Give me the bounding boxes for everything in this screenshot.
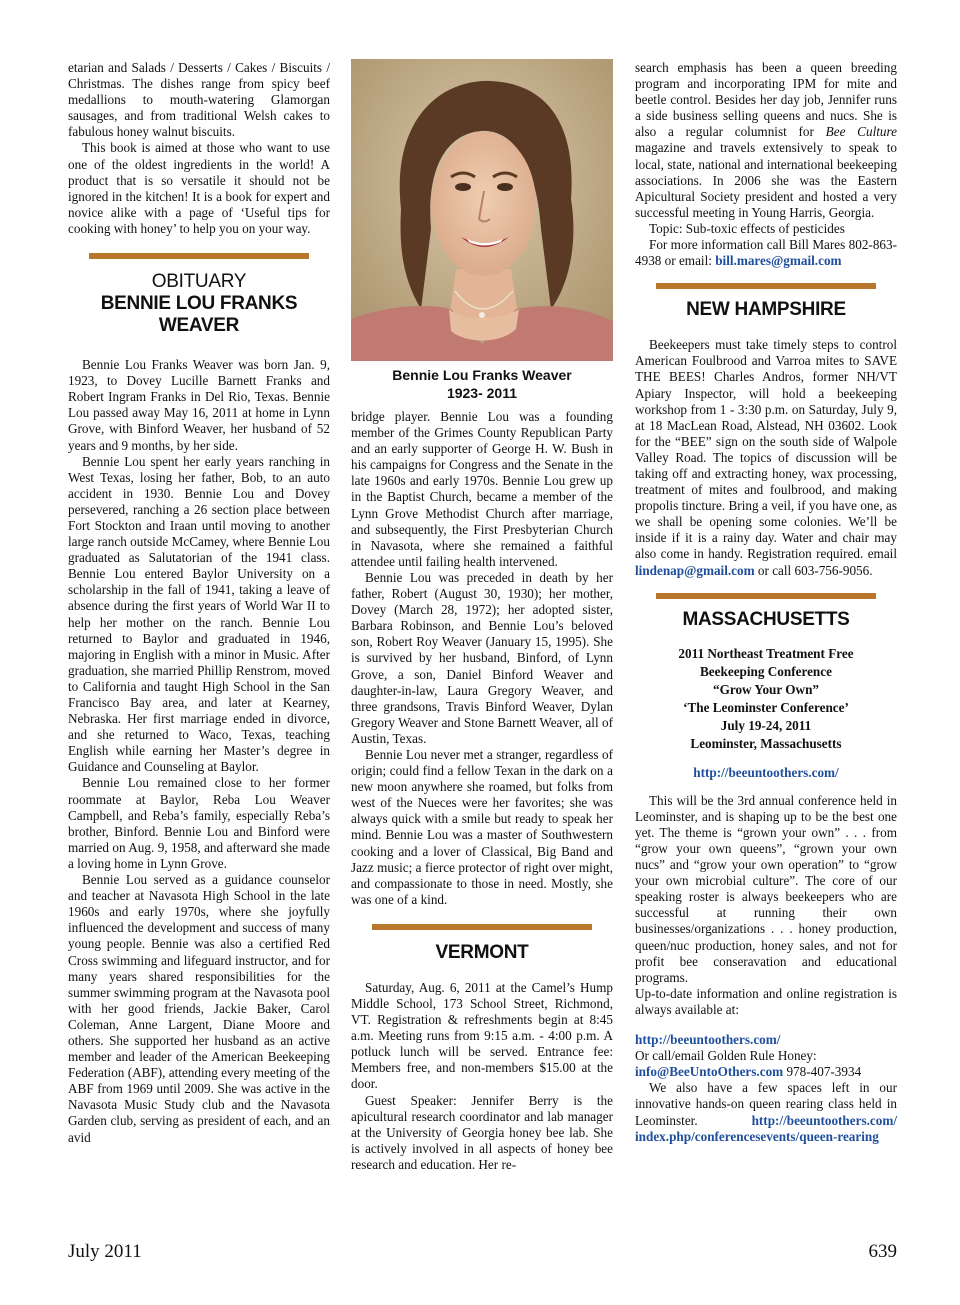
obituary-paragraph: Bennie Lou served as a guidance counselor and teacher at Navasota High School in the late 1960s and early 1970s, where she joyfully influenced the development and success of many young people. Bennie was also a certified Red Cross swimming and lifeguard instructor, and for many years shared responsibilities for the summer swimming program at the Navasota pool with her good friends, Jackie Baker, Carol Coleman, Anne Largent, Diane Moore and others. She supported her husband as an active member and leader of the American Beekeeping Federation (ABF), attending every meeting of the ABF from 1969 until 2009. She was active in the Navasota Music Study club and the Navasota Garden club, serving as president of each, and an avid	[68, 872, 330, 1145]
page-number: 639	[868, 1241, 897, 1262]
portrait-photo	[351, 59, 613, 361]
vermont-contact: For more information call Bill Mares 802-863-4938 or email: bill.mares@gmail.com	[635, 237, 897, 269]
column-right	[635, 60, 897, 1145]
book-review-paragraph: etarian and Salads / Desserts / Cakes / Biscuits / Christmas. The dishes range from spicy beef medallions to mouth-watering Glamorgan sausages, and from traditional Welsh cakes to fabulous honey walnut biscuits.	[68, 60, 330, 140]
vermont-topic: Topic: Sub-toxic effects of pesticides	[649, 220, 845, 236]
contact-email-line: info@BeeUntoOthers.com 978-407-3934	[635, 1064, 862, 1080]
obituary-paragraph: bridge player. Bennie Lou was a founding member of the Grimes County Republican Party and an early supporter of George H. W. Bush in his campaigns for Congress and the Senate in the late 1960s and early 1970s. Bennie Lou grew up in the Baptist Church, became a member of the Lynn Grove Methodist Church after marriage, and subsequently, the First Presbyterian Church in Navasota, where she remained a faithful attendee until failing health intervened.	[351, 409, 613, 569]
vermont-paragraph: Saturday, Aug. 6, 2011 at the Camel’s Hump Middle School, 173 School Street, Richmond, VT. Registration & refreshments begin at 8:45 a.m. Meeting runs from 9:15 a.m. - 4:00 p.m. A potluck lunch will be served. Entrance fee: Members free, and non-members $15.00 at the door.	[351, 979, 613, 1092]
new-hampshire-paragraph: Beekeepers must take timely steps to control American Foulbrood and Varroa mites to SAVE THE BEES! Charles Andros, former NH/VT Apiary Inspector, will hold a beekeeping workshop from 1 - 3:30 p.m. on Saturday, July 9, at 18 MacLean Road, Alstead, NH 03602. Look for the “BEE” sign on the south side of Walpole Valley Road. The topics of discussion will be taking off and extracting honey, wax processing, treatment of mites and foulbrood, and making propolis tincture. Bring a veil, if you have one, as we shall be opening some colonies. We’ll be inside if it is a rainy day. Water and chair may also come in handy. Registration required. email lindenap@gmail.com or call 603-756-9056.	[635, 337, 897, 578]
caption-name: Bennie Lou Franks Weaver	[392, 367, 572, 383]
obituary-paragraph: Bennie Lou remained close to her former roommate at Baylor, Reba Lou Weaver Campbell, and Reba’s family, especially Reba’s brother, Binford. Bennie Lou and Binford were married on Aug. 9, 1958, and afterward she made a loving home in Lynn Grove.	[68, 775, 330, 871]
email-link[interactable]: bill.mares@gmail.com	[715, 253, 842, 269]
contact-line: Or call/email Golden Rule Honey:	[635, 1048, 817, 1064]
massachusetts-paragraph: This will be the 3rd annual conference held in Leominster, and is shaping up to be the best one yet. The theme is “grown your own” . . . from “grow your own queens”, “grown your own nucs” and “grow your own operation” to “grow your own microbial culture”. The core of our speaking roster is always beekeepers who are successful at running their own businesses/organizations . . . honey production, queen/nuc production, honey sales, and not for profit bee conseravation and educational programs.	[635, 792, 897, 985]
magazine-title: Bee Culture	[825, 124, 897, 140]
section-divider	[89, 253, 309, 259]
vermont-heading: VERMONT	[435, 941, 529, 963]
obituary-heading: BENNIE LOU FRANKS WEAVER	[100, 293, 298, 337]
section-divider	[656, 283, 876, 289]
vermont-paragraph: search emphasis has been a queen breeding program and incorporating IPM for mite and beetle control. Besides her day job, Jennifer runs a side business selling queens and nucs. She is also a regular columnist for Bee Culture magazine and travels extensively to speak to local, state, national and international beekeeping associations. In 2006 she was the Eastern Apicultural Society president and hosted a very successful meeting in Young Harris, Georgia.	[635, 60, 897, 220]
caption-years: 1923- 2011	[446, 385, 518, 401]
conference-title-block: 2011 Northeast Treatment Free Beekeeping Conference “Grow Your Own” ‘The Leominster Conference’ July 19-24, 2011 Leominster, Massachusetts	[678, 645, 854, 751]
column-left	[68, 60, 330, 1146]
section-divider	[372, 924, 592, 930]
obituary-paragraph: Bennie Lou never met a stranger, regardless of origin; could find a fellow Texan in the dark on a new moon anywhere she roamed, but folks from west of the Nueces were her favorites; she was always quick with a smile but ready to speak her mind. Bennie Lou was a master of Southwestern cooking and a lover of Classical, Big Band and Jazz music; a fierce protector of right over might, and compassionate to those in need. Mostly, she was one of a kind.	[351, 746, 613, 907]
massachusetts-paragraph: Up-to-date information and online registration is always available at:	[635, 985, 897, 1017]
queen-rearing-link[interactable]: http://beeuntoothers.com/ index.php/conferencesevents/queen-rearing	[635, 1112, 897, 1144]
massachusetts-heading: MASSACHUSETTS	[682, 608, 850, 630]
obituary-paragraph: Bennie Lou Franks Weaver was born Jan. 9, 1923, to Dovey Lucille Barnett Franks and Robert Ingram Franks in Del Rio, Texas. Bennie Lou passed away May 16, 2011 at home in Lynn Grove, with Binford Weaver, her husband of 52 years and 9 months, by her side.	[68, 357, 330, 453]
section-divider	[656, 593, 876, 599]
obituary-paragraph: Bennie Lou was preceded in death by her father, Robert (August 30, 1930); her mother, Dovey (March 28, 1972); her adopted sister, Barbara Robinson, and Bennie Lou’s beloved son, Robert Roy Weaver (January 15, 1995). She is survived by her husband, Binford, of Lynn Grove, a son, Daniel Binford Weaver and daughter-in-law, Laura Gregory Weaver, and three grandsons, Travis Binford Weaver, Dylan Gregory Weaver and Stone Barnett Weaver, all of Austin, Texas.	[351, 569, 613, 746]
massachusetts-paragraph: We also have a few spaces left in our innovative hands-on queen rearing class held in Leominster. http://beeuntoothers.com/ index.php/conferencesevents/queen-rearing	[635, 1080, 897, 1144]
email-link[interactable]: info@BeeUntoOthers.com	[635, 1064, 784, 1080]
registration-link[interactable]: http://beeuntoothers.com/	[635, 1032, 781, 1048]
conference-link[interactable]: http://beeuntoothers.com/	[693, 764, 839, 780]
new-hampshire-heading: NEW HAMPSHIRE	[686, 299, 846, 321]
column-middle	[351, 409, 613, 1173]
obituary-paragraph: Bennie Lou spent her early years ranching in West Texas, losing her father, Bob, to an auto accident in 1930. Bennie Lou and Dovey persevered, ranching a 26 section place between Fort Stockton and Iraan until moving to another large ranch outside McCamey, where Bennie Lou graduated as Salutatorian of the 1941 class. Bennie Lou entered Baylor University on a scholarship in the fall of 1941, taking a leave of absence during the first years of World War II to help her mother on the ranch. Bennie Lou returned to Baylor and graduated in 1946, majoring in English with a minor in Music. After graduation, she married Phillip Renstrom, moved to California and taught High School in the San Francisco Bay area, and later at Kearney, Nebraska. Her first marriage ended in divorce, and she returned to Waco, Texas, teaching English while earning her Master’s degree in Guidance and Counseling at Baylor.	[68, 453, 330, 775]
vermont-paragraph: Guest Speaker: Jennifer Berry is the apicultural research coordinator and lab manager at the University of Georgia honey bee lab. She is actively involved in all aspects of honey bee research and education. Her re-	[351, 1092, 613, 1172]
book-review-paragraph: This book is aimed at those who want to use one of the oldest ingredients in the world! A product that is so versatile it should not be ignored in the kitchen! It is a book for expert and novice alike with a page of ‘Useful tips for cooking with honey’ to help you on your way.	[68, 140, 330, 236]
email-link[interactable]: lindenap@gmail.com	[635, 562, 755, 578]
obituary-label: OBITUARY	[151, 271, 247, 293]
issue-date: July 2011	[68, 1241, 142, 1262]
photo-caption	[351, 366, 613, 402]
portrait-image	[351, 59, 613, 361]
